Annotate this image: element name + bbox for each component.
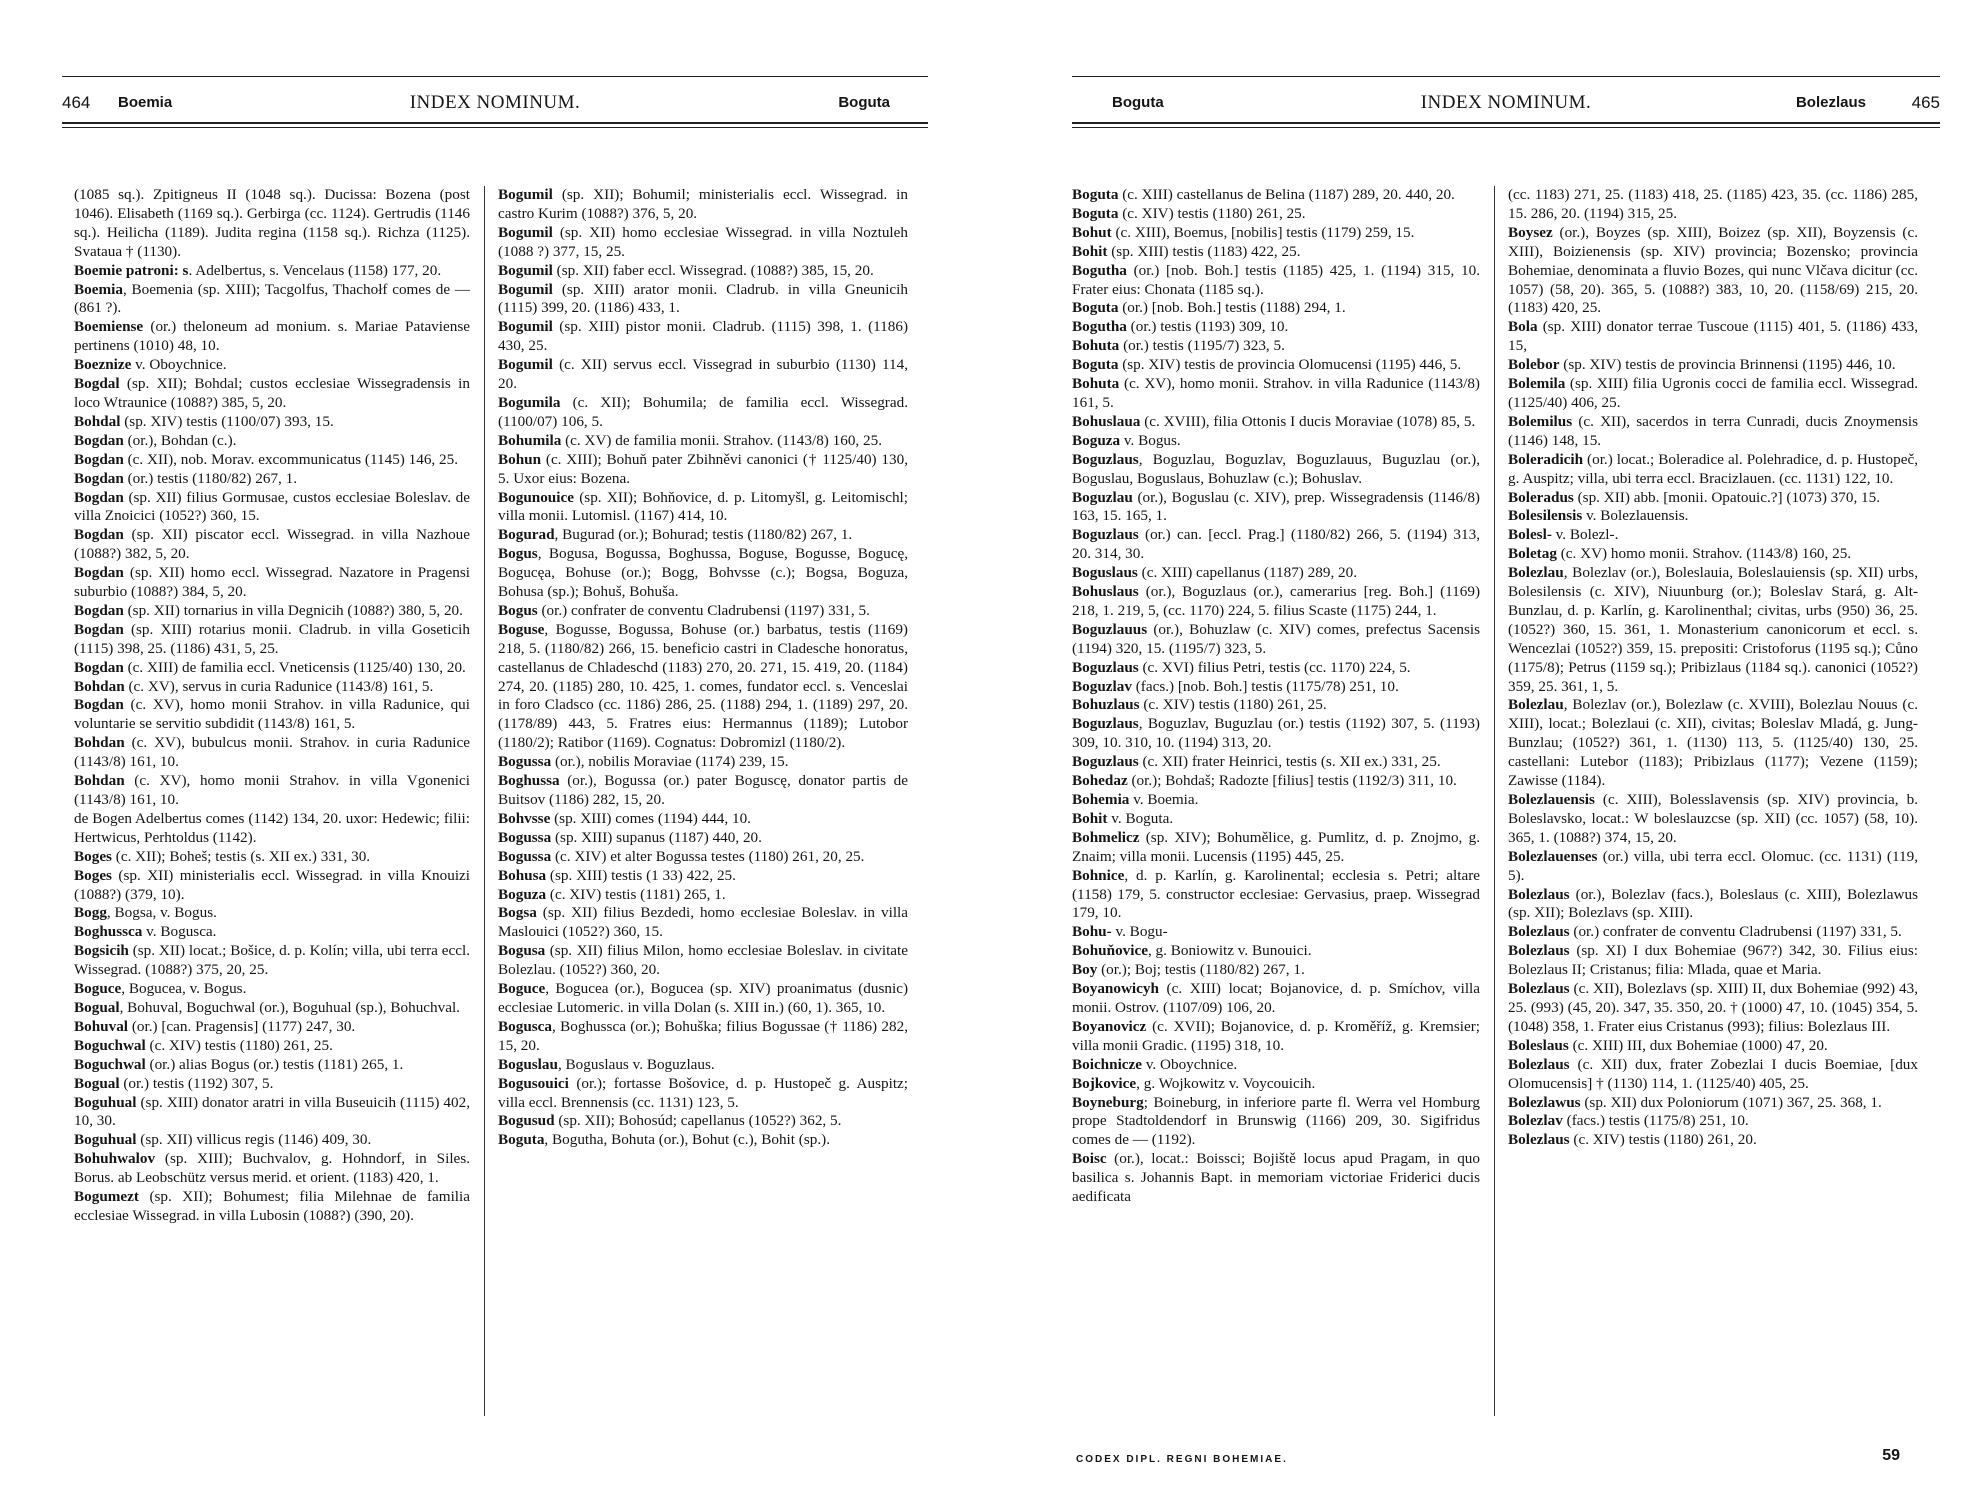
index-entry: Bogumezt (sp. XII); Bohumest; filia Milehnae de familia ecclesiae Wissegrad. in villa Lubosin (1088?) (390, 20).	[74, 1188, 470, 1224]
index-entry: Boguce, Bogucea, v. Bogus.	[74, 980, 247, 998]
index-entry: Bohuhwalov (sp. XIII); Buchvalov, g. Hohndorf, in Siles. Borus. ab Leobschütz versus merid. et orient. (1183) 420, 1.	[74, 1150, 470, 1187]
index-entry: Bolezlaus (c. XII) dux, frater Zobezlai I ducis Boemiae, [dux Olomucensis] † (1130) 114, 1. (1125/40) 405, 25.	[1508, 1055, 1918, 1092]
index-entry: Boguzlav (facs.) [nob. Boh.] testis (1175/78) 251, 10.	[1072, 677, 1399, 695]
index-entry: Bogusca, Boghussca (or.); Bohuška; filius Bogussae († 1186) 282, 15, 20.	[498, 1017, 908, 1054]
index-entry: Bogual (or.) testis (1192) 307, 5.	[74, 1074, 274, 1092]
index-entry: Bohu- v. Bogu-	[1072, 923, 1168, 941]
right-column-2	[1508, 186, 1918, 1150]
index-entry: Bogdan (sp. XIII) rotarius monii. Cladrub. in villa Goseticih (1115) 398, 25. (1186) 431, 5, 25.	[74, 620, 470, 657]
index-entry: Bohdan (c. XV), homo monii Strahov. in villa Vgonenici (1143/8) 161, 10.	[74, 772, 470, 808]
index-entry: Bolezlau, Bolezlav (or.), Bolezlaw (c. XVIII), Bolezlau Nouus (c. XIII), locat.; Bolezlaui (c. XII), civitas; Boleslav Mladá, g. Jung-Bunzlau; (1052?) 361, 1. (1130) 113, 5. (1125/40) 130, 25. castellani: Lutebor (1183); Pribizlaus (1177); Vezene (1159); Zawisse (1184).	[1508, 696, 1918, 790]
index-entry: (1085 sq.). Zpitigneus II (1048 sq.). Ducissa: Bozena (post 1046). Elisabeth (1169 sq.). Gerbirga (cc. 1124). Gertrudis (1146 sq.). Heilicha (1189). Judita regina (1158 sq.). Richza (1125). Svataua † (1130).	[74, 186, 470, 260]
index-entry: Boghussa (or.), Bogussa (or.) pater Boguscę, donator partis de Buitsov (1186) 282, 15, 20.	[498, 772, 908, 808]
index-entry: Bogumil (sp. XIII) arator monii. Cladrub. in villa Gneunicih (1115) 399, 20. (1186) 433, 1.	[498, 280, 908, 317]
left-page	[62, 0, 928, 1500]
index-entry: Bohun (c. XIII); Bohuň pater Zbihněvi canonici († 1125/40) 130, 5. Uxor eius: Bozena.	[498, 450, 908, 487]
index-entry: Bogdan (sp. XII) piscator eccl. Wissegrad. in villa Nazhoue (1088?) 382, 5, 20.	[74, 526, 470, 563]
index-entry: de Bogen Adelbertus comes (1142) 134, 20. uxor: Hedewic; filii: Hertwicus, Perhtoldus (1142).	[74, 809, 470, 846]
index-entry: Boichnicze v. Oboychnice.	[1072, 1055, 1238, 1073]
index-entry: Boguslau, Boguslaus v. Boguzlaus.	[498, 1055, 715, 1073]
index-entry: Boletag (c. XV) homo monii. Strahov. (1143/8) 160, 25.	[1508, 545, 1852, 563]
index-entry: Bolesl- v. Bolezl-.	[1508, 526, 1619, 544]
index-entry: Bogus, Bogusa, Bogussa, Boghussa, Boguse, Bogusse, Bogucę, Bogucęa, Bohuse (or.); Bogg, Bohvsse (c.); Bogsa, Boguza, Bohusa (sp.); Bohuš, Bohuša.	[498, 545, 908, 601]
index-entry: Boguza (c. XIV) testis (1181) 265, 1.	[498, 885, 726, 903]
index-entry: Bojkovice, g. Wojkowitz v. Voycouicih.	[1072, 1074, 1316, 1092]
index-entry: Bolezlawus (sp. XII) dux Poloniorum (1071) 367, 25. 368, 1.	[1508, 1093, 1882, 1111]
index-entry: Bohdan (c. XV), servus in curia Radunice (1143/8) 161, 5.	[74, 677, 434, 695]
index-entry: Boges (c. XII); Boheš; testis (s. XII ex.) 331, 30.	[74, 847, 371, 865]
index-entry: Bohut (c. XIII), Boemus, [nobilis] testis (1179) 259, 15.	[1072, 223, 1415, 241]
index-entry: Bogdan (or.) testis (1180/82) 267, 1.	[74, 469, 298, 487]
right-column-1	[1072, 186, 1480, 1207]
index-entry: Bolesilensis v. Bolezlauensis.	[1508, 507, 1689, 525]
index-entry: Bogusud (sp. XII); Bohosúd; capellanus (1052?) 362, 5.	[498, 1112, 842, 1130]
footer-signature: CODEX DIPL. REGNI BOHEMIAE.	[1076, 1454, 1288, 1465]
index-entry: Bolebor (sp. XIV) testis de provincia Brinnensi (1195) 446, 10.	[1508, 356, 1896, 374]
index-entry: Bogdan (sp. XII) homo eccl. Wissegrad. Nazatore in Pragensi suburbio (1088?) 384, 5, 20.	[74, 564, 470, 601]
index-entry: Boguce, Bogucea (or.), Bogucea (sp. XIV) proanimatus (dusnic) ecclesiae Lutomeric. in villa Dolan (s. XIII in.) (60, 1). 365, 10.	[498, 980, 908, 1016]
index-entry: Boguchwal (or.) alias Bogus (or.) testis (1181) 265, 1.	[74, 1055, 404, 1073]
left-header-double-rule	[62, 122, 928, 128]
index-entry: Boghussca v. Bogusca.	[74, 923, 217, 941]
index-entry: Bohit (sp. XIII) testis (1183) 422, 25.	[1072, 242, 1301, 260]
index-entry: Bohuslaus (or.), Boguzlaus (or.), camerarius [reg. Boh.] (1169) 218, 1. 219, 5, (cc. 1170) 224, 5. filius Scaste (1175) 244, 1.	[1072, 583, 1480, 619]
index-entry: Boleradicih (or.) locat.; Boleradice al. Polehradice, d. p. Hustopeč, g. Auspitz; villa, ubi terra eccl. Bracizlauen. (cc. 1131) 122, 10.	[1508, 450, 1918, 487]
right-page	[1072, 0, 1940, 1500]
index-entry: Bohdal (sp. XIV) testis (1100/07) 393, 15.	[74, 412, 334, 430]
left-first-keyword: Boemia	[118, 94, 173, 111]
index-entry: Boguzlauus (or.), Bohuzlaw (c. XIV) comes, prefectus Sacensis (1194) 320, 15. (1195/7) 323, 5.	[1072, 620, 1480, 657]
index-entry: Boemie patroni: s. Adelbertus, s. Vencelaus (1158) 177, 20.	[74, 261, 442, 279]
index-entry: Bohdan (c. XV), bubulcus monii. Strahov. in curia Radunice (1143/8) 161, 10.	[74, 734, 470, 771]
index-entry: Bolezlauensis (c. XIII), Bolesslavensis (sp. XIV) provincia, b. Boleslavsko, locat.: W boleslauzcse (sp. XII) (cc. 1057) (58, 10). 365, 1. (1088?) 374, 15, 20.	[1508, 791, 1918, 846]
left-column-divider	[484, 186, 485, 1416]
index-entry: Bogdan (sp. XII) tornarius in villa Degnicih (1088?) 380, 5, 20.	[74, 601, 463, 619]
right-page-number: 465	[1911, 93, 1940, 112]
right-header-title: INDEX NOMINUM.	[1420, 92, 1592, 113]
right-running-header	[1072, 88, 1940, 118]
index-entry: Bogunouice (sp. XII); Bohňovice, d. p. Litomyšl, g. Leitomischl; villa monii. Lutomisl. (1167) 414, 10.	[498, 488, 908, 525]
right-first-keyword: Boguta	[1112, 94, 1164, 111]
index-entry: Bogg, Bogsa, v. Bogus.	[74, 904, 217, 922]
index-entry: Bogusouici (or.); fortasse Bošovice, d. p. Hustopeč g. Auspitz; villa eccl. Brennensis (cc. 1131) 123, 5.	[498, 1074, 908, 1111]
index-entry: Bohmelicz (sp. XIV); Bohumělice, g. Pumlitz, d. p. Znojmo, g. Znaim; villa monii. Lucensis (1195) 445, 25.	[1072, 828, 1480, 865]
index-entry: Boguta (c. XIV) testis (1180) 261, 25.	[1072, 204, 1306, 222]
index-entry: Bohuslaua (c. XVIII), filia Ottonis I ducis Moraviae (1078) 85, 5.	[1072, 412, 1476, 430]
index-entry: Bohnice, d. p. Karlín, g. Karolinental; ecclesia s. Petri; altare (1158) 179, 5. constructor ecclesiae: Gervasius, praep. Wissegrad 179, 10.	[1072, 866, 1480, 922]
index-entry: Boyanovicz (c. XVII); Bojanovice, d. p. Kroměříž, g. Kremsier; villa monii Gradic. (1195) 318, 10.	[1072, 1017, 1480, 1054]
index-entry: Bogdan (c. XV), homo monii Strahov. in villa Radunice, qui voluntarie se servitio subdidit (1143/8) 161, 5.	[74, 696, 470, 733]
index-entry: Bolezlauenses (or.) villa, ubi terra eccl. Olomuc. (cc. 1131) (119, 5).	[1508, 847, 1918, 884]
index-entry: Bogussa (c. XIV) et alter Bogussa testes (1180) 261, 20, 25.	[498, 847, 865, 865]
index-entry: Bogdan (sp. XII) filius Gormusae, custos ecclesiae Boleslav. de villa Znoicici (1052?) 360, 15.	[74, 488, 470, 525]
index-entry: Bolezlau, Bolezlav (or.), Boleslauia, Boleslauiensis (sp. XII) urbs, Bolesilensis (c. XIV), Niuunburg (or.); Boleslav Stará, g. Alt-Bunzlau, d. p. Karlín, g. Karolinenthal; civitas, urbs (950) 36, 25. (1052?) 360, 15. 361, 1. Monasterium canonicorum et eccl. s. Wencezlai (1052?) 359, 15. prepositi: Cristoforus (1195 sq.); Cůno (1175/8); Petrus (1159 sq.); Pribizlaus (1184 sq.). canonici (1052?) 359, 25. 361, 1, 5.	[1508, 564, 1918, 695]
index-entry: Boleslaus (c. XIII) III, dux Bohemiae (1000) 47, 20.	[1508, 1036, 1828, 1054]
index-entry: Bohuta (c. XV), homo monii. Strahov. in villa Radunice (1143/8) 161, 5.	[1072, 375, 1480, 411]
index-entry: Boleradus (sp. XII) abb. [monii. Opatouic.?] (1073) 370, 15.	[1508, 488, 1881, 506]
left-running-header	[62, 88, 928, 118]
index-entry: Boguzlaus (c. XII) frater Heinrici, testis (s. XII ex.) 331, 25.	[1072, 753, 1441, 771]
index-entry: Bohumila (c. XV) de familia monii. Strahov. (1143/8) 160, 25.	[498, 431, 883, 449]
index-entry: Bogdal (sp. XII); Bohdal; custos ecclesiae Wissegradensis in loco Wtraunice (1088?) 385, 5, 20.	[74, 375, 470, 411]
index-entry: Bolezlaus (c. XII), Bolezlavs (sp. XIII) II, dux Bohemiae (992) 43, 25. (993) (45, 20). 347, 35. 350, 20. † (1000) 47, 10. (1045) 354, 5. (1048) 358, 1. Frater eius Cristanus (993); filius: Bolezlaus III.	[1508, 980, 1918, 1035]
index-entry: Bolezlaus (or.), Bolezlav (facs.), Boleslaus (c. XIII), Bolezlawus (sp. XII); Bolezlavs (sp. XIII).	[1508, 885, 1918, 922]
index-entry: Bola (sp. XIII) donator terrae Tuscoue (1115) 401, 5. (1186) 433, 15,	[1508, 318, 1918, 355]
index-entry: Boy (or.); Boj; testis (1180/82) 267, 1.	[1072, 961, 1305, 979]
index-entry: Bolezlaus (sp. XI) I dux Bohemiae (967?) 342, 30. Filius eius: Bolezlaus II; Cristanus; filia: Mlada, quae et Maria.	[1508, 942, 1918, 979]
index-entry: Boguhual (sp. XII) villicus regis (1146) 409, 30.	[74, 1131, 372, 1149]
index-entry: Bogumil (sp. XIII) pistor monii. Cladrub. (1115) 398, 1. (1186) 430, 25.	[498, 318, 908, 355]
left-column-2	[498, 186, 908, 1150]
footer-sheet-number: 59	[1882, 1447, 1900, 1464]
index-entry: Bolezlav (facs.) testis (1175/8) 251, 10.	[1508, 1112, 1749, 1130]
index-entry: Bohit v. Boguta.	[1072, 809, 1174, 827]
left-header-top-rule	[62, 76, 928, 77]
index-entry: Boguta, Bogutha, Bohuta (or.), Bohut (c.), Bohit (sp.).	[498, 1131, 831, 1149]
index-entry: Bolezlaus (or.) confrater de conventu Cladrubensi (1197) 331, 5.	[1508, 923, 1902, 941]
index-entry: Boguzlaus, Boguzlav, Buguzlau (or.) testis (1192) 307, 5. (1193) 309, 10. 310, 10. (1194) 313, 20.	[1072, 715, 1480, 752]
index-entry: Boguse, Bogusse, Bogussa, Bohuse (or.) barbatus, testis (1169) 218, 5. (1180/82) 266, 15. beneficio castri in Cladesche honoratus, castellanus de Chladeschd (1183) 270, 20. 271, 15. 419, 20. (1184) 274, 20. (1185) 280, 10. 425, 1. comes, fundator eccl. s. Venceslai in foro Cladsco (cc. 1186) 286, 25. (1188) 294, 1. (1189) 297, 20. (1178/89) 443, 5. Fratres eius: Hermannus (1189); Lutobor (1180/2); Ratibor (1169). Cognatus: Dobromizl (1180/2).	[498, 620, 908, 752]
index-entry: Bohusa (sp. XIII) testis (1 33) 422, 25.	[498, 866, 736, 884]
index-entry: Boguta (or.) [nob. Boh.] testis (1188) 294, 1.	[1072, 299, 1346, 317]
index-entry: Bogumil (c. XII) servus eccl. Vissegrad in suburbio (1130) 114, 20.	[498, 356, 908, 393]
index-entry: Bogsa (sp. XII) filius Bezdedi, homo ecclesiae Boleslav. in villa Maslouici (1052?) 360, 15.	[498, 904, 908, 941]
index-entry: Bolezlaus (c. XIV) testis (1180) 261, 20.	[1508, 1131, 1757, 1149]
index-entry: Bohemia v. Boemia.	[1072, 791, 1199, 808]
left-column-1	[74, 186, 470, 1226]
index-entry: Bogdan (or.), Bohdan (c.).	[74, 431, 237, 449]
index-entry: Bogdan (c. XIII) de familia eccl. Vneticensis (1125/40) 130, 20.	[74, 658, 466, 676]
index-entry: Boemiense (or.) theloneum ad monium. s. Mariae Pataviense pertinens (1010) 48, 10.	[74, 318, 470, 355]
index-entry: Boeznize v. Oboychnice.	[74, 356, 227, 374]
index-entry: Bohedaz (or.); Bohdaš; Radozte [filius] testis (1192/3) 311, 10.	[1072, 772, 1457, 790]
index-entry: Bogurad, Bugurad (or.); Bohurad; testis (1180/82) 267, 1.	[498, 526, 853, 544]
index-entry: Boges (sp. XII) ministerialis eccl. Wissegrad. in villa Knouizi (1088?) (379, 10).	[74, 866, 470, 903]
index-entry: Bohuzlaus (c. XIV) testis (1180) 261, 25.	[1072, 696, 1327, 714]
index-entry: Boguchwal (c. XIV) testis (1180) 261, 25.	[74, 1036, 333, 1054]
index-entry: Bolemilus (c. XII), sacerdos in terra Cunradi, ducis Znoymensis (1146) 148, 15.	[1508, 412, 1918, 449]
index-entry: Bohuval (or.) [can. Pragensis] (1177) 247, 30.	[74, 1017, 356, 1035]
index-entry: Bogsicih (sp. XII) locat.; Bošice, d. p. Kolín; villa, ubi terra eccl. Wissegrad. (1088?) 375, 20, 25.	[74, 942, 470, 979]
index-entry: Boguza v. Bogus.	[1072, 431, 1181, 449]
index-entry: Boguzlau (or.), Boguslau (c. XIV), prep. Wissegradensis (1146/8) 163, 15. 165, 1.	[1072, 488, 1480, 525]
index-entry: Bogussa (or.), nobilis Moraviae (1174) 239, 15.	[498, 753, 789, 771]
index-entry: Bogutha (or.) testis (1193) 309, 10.	[1072, 318, 1289, 336]
index-entry: Bogumil (sp. XII); Bohumil; ministerialis eccl. Wissegrad. in castro Kurim (1088?) 376, 5, 20.	[498, 186, 908, 222]
index-entry: Boysez (or.), Boyzes (sp. XIII), Boizez (sp. XII), Boyzensis (c. XIII), Boizienensis (sp. XIV) provincia; Bozensko; provincia Bohemiae, denominata a fluvio Bozes, qui nunc Vlčava dicitur (cc. 1057) (58, 20). 365, 5. (1088?) 383, 10, 20. (1158/69) 215, 20. (1183) 420, 25.	[1508, 223, 1918, 317]
index-entry: Boguslaus (c. XIII) capellanus (1187) 289, 20.	[1072, 564, 1358, 582]
index-entry: Bogus (or.) confrater de conventu Cladrubensi (1197) 331, 5.	[498, 601, 870, 619]
index-entry: Boguzlaus (or.) can. [eccl. Prag.] (1180/82) 266, 5. (1194) 313, 20. 314, 30.	[1072, 526, 1480, 563]
right-last-keyword: Bolezlaus	[1795, 94, 1866, 111]
index-entry: Boguhual (sp. XIII) donator aratri in villa Buseuicih (1115) 402, 10, 30.	[74, 1093, 470, 1130]
right-header-double-rule	[1072, 122, 1940, 128]
index-entry: Bogumila (c. XII); Bohumila; de familia eccl. Wissegrad. (1100/07) 106, 5.	[498, 393, 908, 430]
index-entry: Bolemila (sp. XIII) filia Ugronis cocci de familia eccl. Wissegrad. (1125/40) 406, 25.	[1508, 375, 1918, 411]
index-entry: Bogumil (sp. XII) homo ecclesiae Wissegrad. in villa Noztuleh (1088 ?) 377, 15, 25.	[498, 223, 908, 260]
right-header-top-rule	[1072, 76, 1940, 77]
index-entry: Boguzlaus, Boguzlau, Boguzlav, Boguzlauus, Buguzlau (or.), Boguslau, Boguslaus, Bohuzlaw (c.); Bohuslav.	[1072, 450, 1480, 487]
left-header-title: INDEX NOMINUM.	[409, 92, 581, 113]
index-entry: (cc. 1183) 271, 25. (1183) 418, 25. (1185) 423, 35. (cc. 1186) 285, 15. 286, 20. (1194) 315, 25.	[1508, 186, 1918, 222]
index-entry: Bogutha (or.) [nob. Boh.] testis (1185) 425, 1. (1194) 315, 10. Frater eius: Chonata (1185 sq.).	[1072, 261, 1480, 298]
index-entry: Boyneburg; Boineburg, in inferiore parte fl. Werra vel Homburg prope Stadtoldendorf in Brunswig (1166) 209, 30. Sigifridus comes de — (1192).	[1072, 1093, 1480, 1149]
index-entry: Bohvsse (sp. XIII) comes (1194) 444, 10.	[498, 809, 751, 827]
index-entry: Boguta (c. XIII) castellanus de Belina (1187) 289, 20. 440, 20.	[1072, 186, 1455, 203]
index-entry: Bogussa (sp. XIII) supanus (1187) 440, 20.	[498, 828, 762, 846]
index-entry: Boguta (sp. XIV) testis de provincia Olomucensi (1195) 446, 5.	[1072, 356, 1462, 374]
index-entry: Bogual, Bohuval, Boguchwal (or.), Boguhual (sp.), Bohuchval.	[74, 998, 460, 1016]
index-entry: Boguzlaus (c. XVI) filius Petri, testis (cc. 1170) 224, 5.	[1072, 658, 1411, 676]
index-entry: Boyanowicyh (c. XIII) locat; Bojanovice, d. p. Smíchov, villa monii. Ostrov. (1107/09) 106, 20.	[1072, 980, 1480, 1016]
index-entry: Bohuta (or.) testis (1195/7) 323, 5.	[1072, 337, 1285, 355]
index-entry: Bohuňovice, g. Boniowitz v. Bunouici.	[1072, 942, 1312, 960]
index-entry: Bogdan (c. XII), nob. Morav. excommunicatus (1145) 146, 25.	[74, 450, 458, 468]
left-page-number: 464	[62, 93, 91, 112]
index-entry: Boemia, Boemenia (sp. XIII); Tacgolfus, Thachołf comes de — (861 ?).	[74, 280, 470, 317]
right-column-divider	[1494, 186, 1495, 1416]
left-last-keyword: Boguta	[838, 94, 890, 111]
index-entry: Bogumil (sp. XII) faber eccl. Wissegrad. (1088?) 385, 15, 20.	[498, 261, 874, 279]
index-entry: Bogusa (sp. XII) filius Milon, homo ecclesiae Boleslav. in civitate Bolezlau. (1052?) 360, 20.	[498, 942, 908, 979]
index-entry: Boisc (or.), locat.: Boissci; Bojiště locus apud Pragam, in quo basilica s. Johannis Bapt. in memoriam victoriae Friderici ducis aedificata	[1072, 1150, 1480, 1206]
